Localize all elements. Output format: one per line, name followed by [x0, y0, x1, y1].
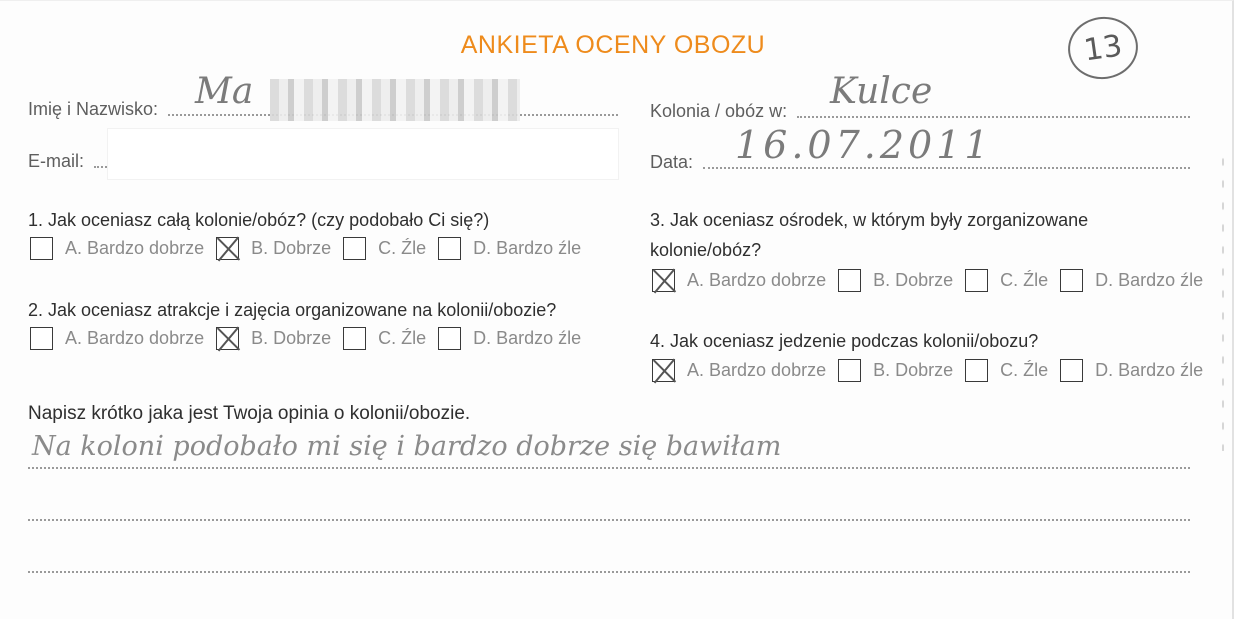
- q4-checkbox-c[interactable]: [965, 359, 988, 382]
- question-3-options: [652, 269, 1215, 292]
- form-title: ANKIETA OCENY OBOZU: [460, 31, 766, 59]
- q4-option-a-label: A. Bardzo dobrze: [687, 360, 827, 380]
- q4-option-b-label: B. Dobrze: [873, 360, 954, 380]
- q1-option-a[interactable]: [30, 237, 204, 260]
- card-edge-perforation: [1220, 151, 1226, 451]
- q3-option-b[interactable]: [838, 269, 953, 292]
- q3-checkbox-a-checked[interactable]: [652, 269, 675, 292]
- date-handwriting: 16.07.2011: [735, 123, 993, 167]
- q2-option-d-label: D. Bardzo źle: [473, 328, 582, 348]
- camp-dotted-line: [797, 115, 1190, 118]
- q1-checkbox-a[interactable]: [30, 237, 53, 260]
- q3-option-c[interactable]: [965, 269, 1048, 292]
- q4-checkbox-d[interactable]: [1060, 359, 1083, 382]
- question-2-text: 2. Jak oceniasz atrakcje i zajęcia organizowane na kolonii/obozie?: [28, 300, 557, 320]
- date-label: Data:: [650, 152, 694, 172]
- question-1-options: [30, 237, 593, 260]
- circled-number: 13: [1064, 12, 1142, 83]
- q1-checkbox-c[interactable]: [343, 237, 366, 260]
- q1-checkbox-d[interactable]: [438, 237, 461, 260]
- q4-option-b[interactable]: [838, 359, 953, 382]
- name-handwriting: Ma: [195, 71, 254, 112]
- q4-option-d[interactable]: [1060, 359, 1203, 382]
- opinion-line-2: [28, 519, 1190, 521]
- q3-option-a[interactable]: [652, 269, 826, 292]
- opinion-line-3: [28, 571, 1190, 573]
- question-4-options: [652, 359, 1215, 382]
- name-label: Imię i Nazwisko:: [28, 99, 159, 119]
- q1-option-b[interactable]: [216, 237, 331, 260]
- opinion-line-1: [28, 467, 1190, 469]
- q2-checkbox-d[interactable]: [438, 327, 461, 350]
- q1-option-a-label: A. Bardzo dobrze: [65, 238, 205, 258]
- q4-checkbox-b[interactable]: [838, 359, 861, 382]
- q3-checkbox-c[interactable]: [965, 269, 988, 292]
- q4-option-c-label: C. Źle: [1000, 360, 1049, 380]
- q1-option-b-label: B. Dobrze: [251, 238, 332, 258]
- q2-option-a-label: A. Bardzo dobrze: [65, 328, 205, 348]
- question-2-options: [30, 327, 593, 350]
- q1-option-d[interactable]: [438, 237, 581, 260]
- q2-option-c-label: C. Źle: [378, 328, 427, 348]
- q4-checkbox-a-checked[interactable]: [652, 359, 675, 382]
- camp-label: Kolonia / obóz w:: [650, 101, 788, 121]
- question-3-text: 3. Jak oceniasz ośrodek, w którym były zorganizowane: [650, 210, 1089, 230]
- q4-option-a[interactable]: [652, 359, 826, 382]
- q2-checkbox-b-checked[interactable]: [216, 327, 239, 350]
- opinion-handwriting: Na koloni podobało mi się i bardzo dobrze się bawiłam: [32, 431, 782, 462]
- q1-option-c-label: C. Źle: [378, 238, 427, 258]
- name-blurred-area: [270, 79, 520, 121]
- opinion-label: Napisz krótko jaka jest Twoja opinia o kolonii/obozie.: [28, 403, 471, 424]
- q2-option-b-label: B. Dobrze: [251, 328, 332, 348]
- q2-option-c[interactable]: [343, 327, 426, 350]
- q4-option-d-label: D. Bardzo źle: [1095, 360, 1204, 380]
- email-redaction: [108, 129, 618, 179]
- camp-handwriting: Kulce: [830, 71, 933, 112]
- q1-checkbox-b-checked[interactable]: [216, 237, 239, 260]
- q3-option-d-label: D. Bardzo źle: [1095, 270, 1204, 290]
- q3-checkbox-d[interactable]: [1060, 269, 1083, 292]
- q1-option-d-label: D. Bardzo źle: [473, 238, 582, 258]
- q2-option-d[interactable]: [438, 327, 581, 350]
- q1-option-c[interactable]: [343, 237, 426, 260]
- q3-checkbox-b[interactable]: [838, 269, 861, 292]
- q3-option-c-label: C. Źle: [1000, 270, 1049, 290]
- q2-option-a[interactable]: [30, 327, 204, 350]
- question-3-text-line2: kolonie/obóz?: [650, 240, 762, 260]
- q4-option-c[interactable]: [965, 359, 1048, 382]
- email-label: E-mail:: [28, 151, 85, 171]
- q2-checkbox-a[interactable]: [30, 327, 53, 350]
- question-4-text: 4. Jak oceniasz jedzenie podczas kolonii/obozu?: [650, 331, 1039, 351]
- q3-option-d[interactable]: [1060, 269, 1203, 292]
- q2-option-b[interactable]: [216, 327, 331, 350]
- q2-checkbox-c[interactable]: [343, 327, 366, 350]
- q3-option-b-label: B. Dobrze: [873, 270, 954, 290]
- q3-option-a-label: A. Bardzo dobrze: [687, 270, 827, 290]
- question-1-text: 1. Jak oceniasz całą kolonie/obóz? (czy podobało Ci się?): [28, 210, 490, 230]
